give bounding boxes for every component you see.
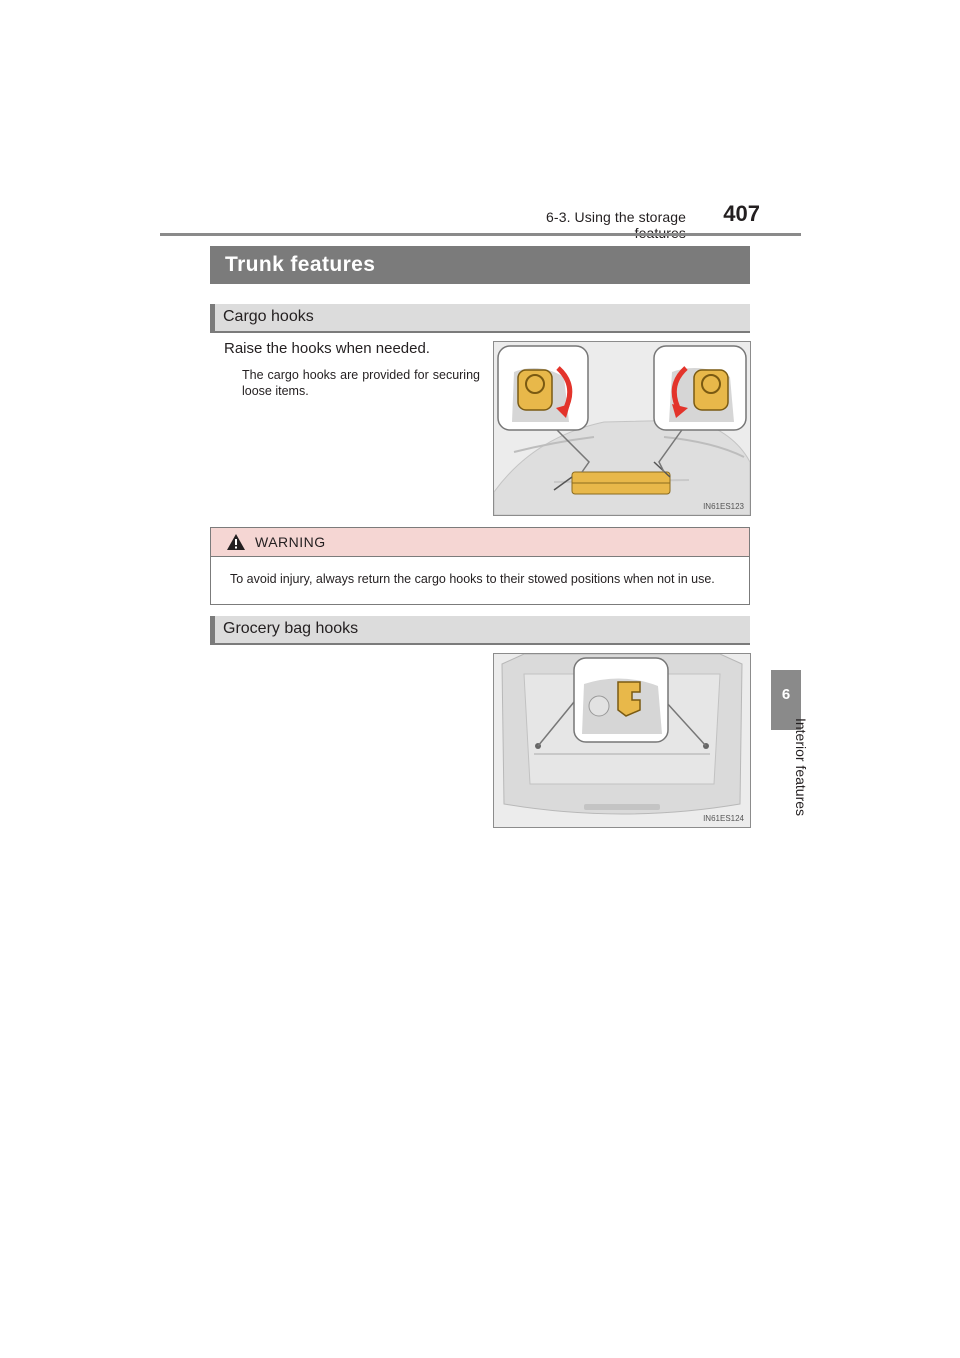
warning-text: To avoid injury, always return the cargo hooks to their stowed positions when not in use. [230,572,715,586]
warning-title: WARNING [255,534,326,550]
grocery-bag-hooks-heading-bar [210,616,750,645]
warning-triangle-icon [226,533,246,556]
header-rule [160,233,801,236]
warning-header [211,528,749,557]
heading-accent [210,304,215,331]
right-hook-inset [654,346,746,430]
cargo-hooks-note: The cargo hooks are provided for securing loose items. [242,368,480,398]
grocery-hook-inset [574,658,668,742]
chapter-tab-label: Interior features [793,717,809,817]
heading-accent [210,616,215,643]
cargo-hooks-heading-bar [210,304,750,333]
grocery-bag-hooks-figure [493,653,751,828]
cargo-hooks-figure [493,341,751,516]
cargo-hooks-heading: Cargo hooks [223,308,314,325]
page-number: 407 [723,201,760,226]
chapter-tab-number: 6 [781,686,791,703]
figure-code: IN61ES124 [703,814,744,823]
running-header-section: 6-3. Using the storage [546,209,686,225]
warning-box [210,527,750,605]
cargo-hooks-step: Raise the hooks when needed. [224,340,430,357]
left-hook-inset [498,346,588,430]
figure-code: IN61ES123 [703,502,744,511]
grocery-bag-hooks-heading: Grocery bag hooks [223,620,359,637]
page-title: Trunk features [225,253,376,276]
